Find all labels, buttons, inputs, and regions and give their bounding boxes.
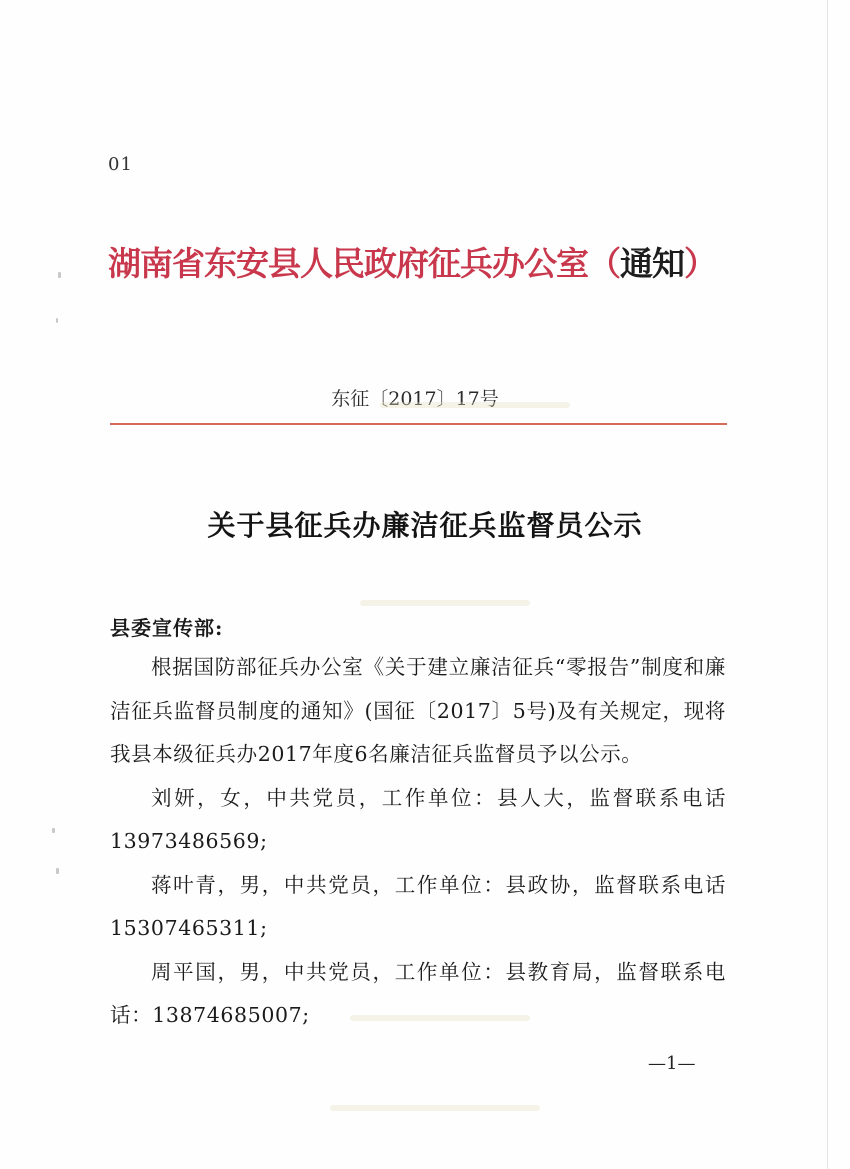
title-open-paren: （	[588, 244, 620, 283]
scan-speck	[52, 828, 55, 833]
issuing-office-title	[108, 238, 716, 285]
scan-speck	[58, 272, 61, 278]
office-name: 湖南省东安县人民政府征兵办公室	[108, 244, 588, 283]
member-entry: 周平国，男，中共党员，工作单位：县教育局，监督联系电话：13874685007;	[110, 959, 726, 1027]
scan-edge	[827, 0, 828, 1169]
intro-paragraph: 根据国防部征兵办公室《关于建立廉洁征兵“零报告”制度和廉洁征兵监督员制度的通知》(国征〔2017〕5号)及有关规定，现将我县本级征兵办2017年度6名廉洁征兵监督员予以公示。	[110, 655, 726, 766]
title-close-paren: ）	[684, 244, 716, 283]
scan-smudge	[330, 1105, 540, 1111]
scan-smudge	[380, 402, 570, 408]
page-number: —1—	[648, 1053, 696, 1074]
scan-smudge	[360, 600, 530, 606]
member-entry: 刘妍，女，中共党员，工作单位：县人大，监督联系电话13973486569;	[110, 785, 726, 853]
member-entry: 蒋叶青，男，中共党员，工作单位：县政协，监督联系电话15307465311;	[110, 872, 726, 940]
recipient: 县委宣传部:	[110, 616, 224, 640]
document-title: 关于县征兵办廉洁征兵监督员公示	[207, 509, 643, 542]
scan-speck	[56, 318, 58, 323]
header-divider	[110, 423, 727, 425]
scan-speck	[56, 868, 59, 874]
document-kind: 通知	[620, 244, 684, 283]
document-number: 东征〔2017〕17号	[331, 388, 499, 410]
scan-smudge	[350, 1015, 530, 1021]
sequence-number: 01	[108, 154, 133, 175]
document-body	[110, 646, 726, 1038]
